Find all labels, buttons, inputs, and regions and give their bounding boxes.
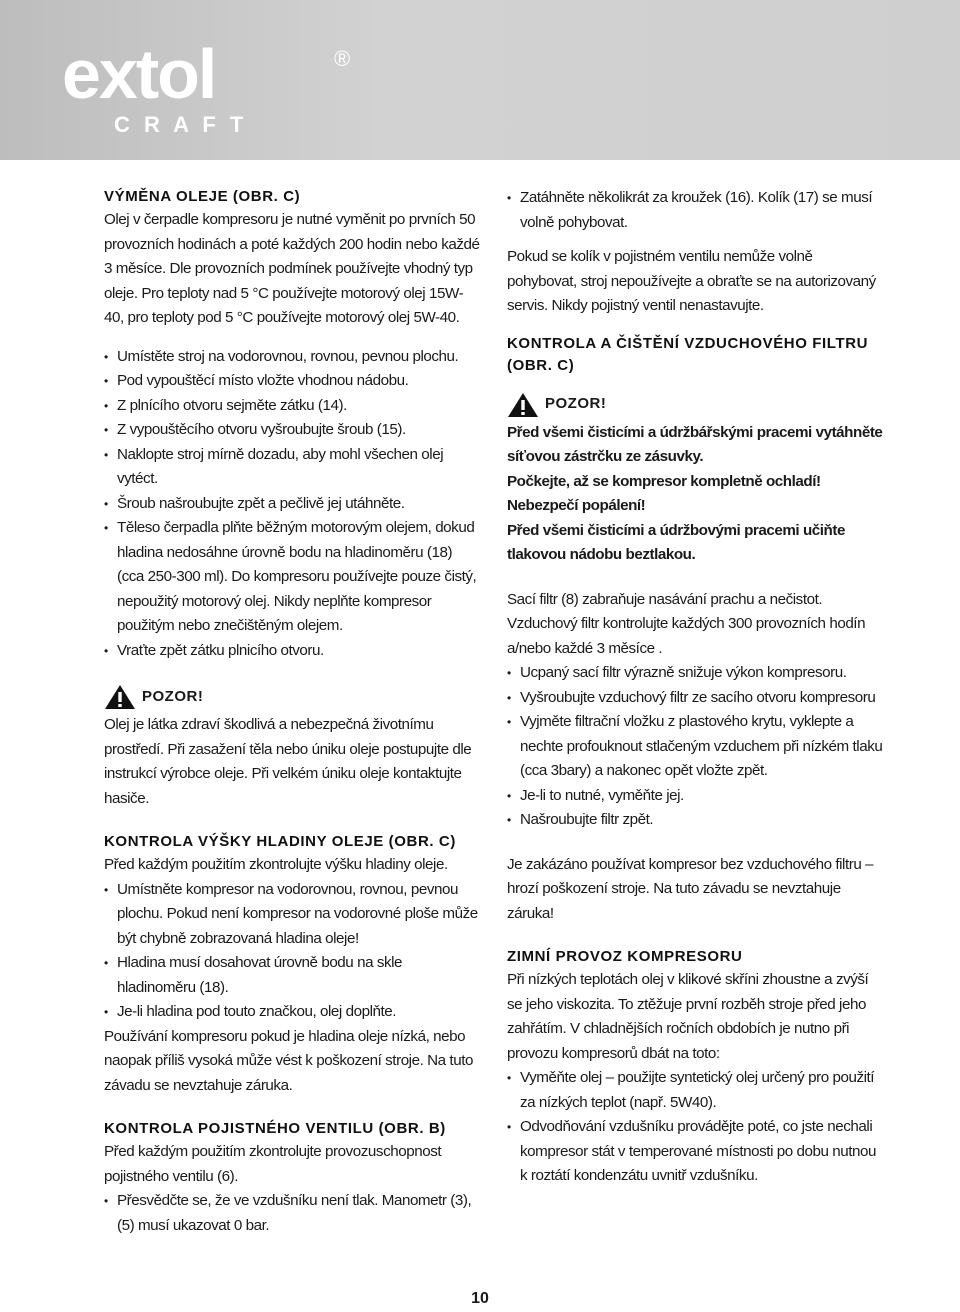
winter-intro: Při nízkých teplotách olej v klikové skříni zhoustne a zvýší se jeho viskozita. To ztěžuje první rozběh stroje před jeho zahřátím. V chladnějších ročních obdobích je nutno při provozu kompresorů dbát na toto: [507,971,869,1062]
winter-title: ZIMNÍ PROVOZ KOMPRESORU [507,948,743,965]
right-column [507,186,883,1189]
page-number: 10 [471,1290,489,1307]
list-item: • Z plnícího otvoru sejměte zátku (14). [104,394,480,419]
logo-registered: ® [334,46,351,71]
air-filter-title: KONTROLA A ČIŠTĚNÍ VZDUCHOVÉHO FILTRU (OBR. C) [507,334,869,374]
list-item: • Zatáhněte několikrát za kroužek (16). Kolík (17) se musí volně pohybovat. [507,186,883,235]
safety-valve-intro: Před každým použitím zkontrolujte provozuschopnost pojistného ventilu (6). [104,1143,442,1185]
safety-valve-steps [104,1189,480,1238]
warning-text: Počkejte, až se kompresor kompletně ochladí! [507,472,821,490]
list-item: • Přesvědčte se, že ve vzdušníku není tlak. Manometr (3), (5) musí ukazovat 0 bar. [104,1189,480,1238]
left-column [104,186,480,1238]
list-item: • Šroub našroubujte zpět a pečlivě jej utáhněte. [104,492,480,517]
list-item: • Vraťte zpět zátku plnicího otvoru. [104,639,480,664]
warning-text: Před všemi čisticími a údržbářskými pracemi vytáhněte síťovou zástrčku ze zásuvky. [507,423,883,465]
oil-change-steps [104,345,480,664]
oil-level-intro: Před každým použitím zkontrolujte výšku hladiny oleje. [104,856,448,873]
warning-label: POZOR! [142,687,204,705]
warning-text: Před všemi čisticími a údržbovými pracemi učiňte tlakovou nádobu beztlakou. [507,521,845,563]
list-item: • Pod vypouštěcí místo vložte vhodnou nádobu. [104,369,480,394]
warning-triangle-icon [507,392,539,418]
list-item: • Odvodňování vzdušníku provádějte poté, co jste nechali kompresor stát v temperované místnosti po dobu nutnou k roztátí kondenzátu uvnitř vzdušníku. [507,1115,883,1189]
warning-label: POZOR! [545,395,607,413]
warning-text: Olej je látka zdraví škodlivá a nebezpečná životnímu prostředí. Při zasažení těla nebo úniku oleje postupujte dle instrukcí výrobce oleje. Při velkém úniku oleje kontaktujte hasiče. [104,716,472,807]
list-item: • Našroubujte filtr zpět. [507,808,883,833]
header-band [0,0,960,160]
warning-heading [507,391,883,419]
air-filter-p1: Sací filtr (8) zabraňuje nasávání prachu a nečistot. [507,590,823,608]
list-item: • Vyjměte filtrační vložku z plastového krytu, vyklepte a nechte profouknout stlačeným vzduchem při nízkém tlaku (cca 3bary) a nakonec opět vložte zpět. [507,710,883,784]
air-filter-p2: Vzduchový filtr kontrolujte každých 300 provozních hodín a/nebo každé 3 měsíce . [507,615,866,657]
logo-wordmark: extol [62,40,216,113]
list-item: • Z vypouštěcího otvoru vyšroubujte šroub (15). [104,418,480,443]
list-item: • Umístěte stroj na vodorovnou, rovnou, pevnou plochu. [104,345,480,370]
air-filter-steps [507,661,883,833]
warning-triangle-icon [104,684,136,710]
list-item: • Umístněte kompresor na vodorovnou, rovnou, pevnou plochu. Pokud není kompresor na vodorovné ploše může být chybně zobrazovaná hladina oleje! [104,878,480,952]
list-item: • Ucpaný sací filtr výrazně snižuje výkon kompresoru. [507,661,883,686]
oil-level-outro: Používání kompresoru pokud je hladina oleje nízká, nebo naopak příliš vysoká může vést k poškození stroje. Na tuto závadu se nevztahuje záruka. [104,1027,473,1094]
list-item: • Je-li hladina pod touto značkou, olej doplňte. [104,1000,480,1025]
warning-heading [104,683,480,711]
safety-valve-title: KONTROLA POJISTNÉHO VENTILU (OBR. B) [104,1120,446,1137]
oil-change-intro: Olej v čerpadle kompresoru je nutné vyměnit po prvních 50 provozních hodinách a poté každých 200 hodin nebo každé 3 měsíce. Dle provozních podmínek používejte vhodný typ oleje. Pro teploty nad 5 °C používejte motorový olej 15W-40, pro teploty pod 5 °C používejte motorový olej 5W-40. [104,211,480,326]
safety-valve-steps-cont [507,186,883,235]
list-item: • Hladina musí dosahovat úrovně bodu na skle hladinoměru (18). [104,951,480,1000]
list-item: • Těleso čerpadla plňte běžným motorovým olejem, dokud hladina nedosáhne úrovně bodu na hladinoměru (18) (cca 250-300 ml). Do kompresoru používejte pouze čistý, nepoužitý motorový olej. Nikdy neplňte kompresor použitým nebo znečištěným olejem. [104,516,480,639]
list-item: • Vyměňte olej – použijte syntetický olej určený pro použití za nízkých teplot (např. 5W40). [507,1066,883,1115]
logo-sub: C R A F T [114,112,248,136]
list-item: • Je-li to nutné, vyměňte jej. [507,784,883,809]
list-item: • Naklopte stroj mírně dozadu, aby mohl všechen olej vytéct. [104,443,480,492]
extol-craft-logo [62,40,372,136]
safety-valve-note: Pokud se kolík v pojistném ventilu nemůže volně pohybovat, stroj nepoužívejte a obraťte se na autorizovaný servis. Nikdy pojistný ventil nenastavujte. [507,248,876,314]
winter-steps [507,1066,883,1189]
list-item: • Vyšroubujte vzduchový filtr ze sacího otvoru kompresoru [507,686,883,711]
oil-level-title: KONTROLA VÝŠKY HLADINY OLEJE (OBR. C) [104,833,456,850]
warning-text: Nebezpečí popálení! [507,497,646,514]
air-filter-outro: Je zakázáno používat kompresor bez vzduchového filtru – hrozí poškození stroje. Na tuto závadu se nevztahuje záruka! [507,855,874,922]
oil-level-steps [104,878,480,1025]
oil-change-title: VÝMĚNA OLEJE (OBR. C) [104,188,301,205]
